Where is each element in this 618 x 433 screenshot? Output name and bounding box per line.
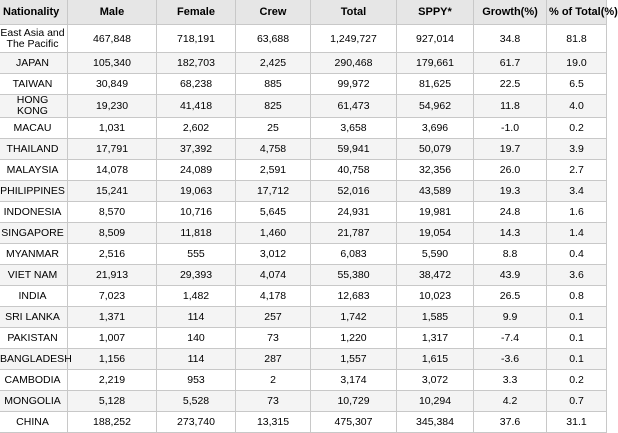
header-nationality[interactable]: Nationality bbox=[0, 0, 68, 25]
cell-sppy: 1,317 bbox=[397, 328, 474, 349]
cell-total: 59,941 bbox=[311, 139, 397, 160]
table-row bbox=[0, 160, 607, 181]
cell-growth: -3.6 bbox=[474, 349, 547, 370]
cell-total: 290,468 bbox=[311, 53, 397, 74]
cell-crew: 3,012 bbox=[236, 244, 311, 265]
cell-total: 10,729 bbox=[311, 391, 397, 412]
cell-growth: 8.8 bbox=[474, 244, 547, 265]
cell-male: 19,230 bbox=[68, 95, 157, 118]
cell-percent-of-total: 2.7 bbox=[547, 160, 607, 181]
cell-female: 273,740 bbox=[157, 412, 236, 433]
cell-nationality: MACAU bbox=[0, 118, 68, 139]
cell-crew: 73 bbox=[236, 391, 311, 412]
cell-female: 24,089 bbox=[157, 160, 236, 181]
cell-nationality: MONGOLIA bbox=[0, 391, 68, 412]
table-row bbox=[0, 118, 607, 139]
cell-nationality: INDIA bbox=[0, 286, 68, 307]
cell-growth: 43.9 bbox=[474, 265, 547, 286]
cell-female: 953 bbox=[157, 370, 236, 391]
cell-female: 555 bbox=[157, 244, 236, 265]
header-row bbox=[0, 0, 607, 25]
cell-nationality: PHILIPPINES bbox=[0, 181, 68, 202]
table-row bbox=[0, 265, 607, 286]
cell-percent-of-total: 1.6 bbox=[547, 202, 607, 223]
cell-female: 41,418 bbox=[157, 95, 236, 118]
cell-percent-of-total: 3.9 bbox=[547, 139, 607, 160]
cell-total: 12,683 bbox=[311, 286, 397, 307]
cell-sppy: 32,356 bbox=[397, 160, 474, 181]
cell-female: 2,602 bbox=[157, 118, 236, 139]
cell-growth: -7.4 bbox=[474, 328, 547, 349]
cell-male: 21,913 bbox=[68, 265, 157, 286]
cell-male: 7,023 bbox=[68, 286, 157, 307]
cell-total: 24,931 bbox=[311, 202, 397, 223]
cell-male: 1,156 bbox=[68, 349, 157, 370]
table-header bbox=[0, 0, 618, 25]
table-row bbox=[0, 391, 607, 412]
cell-sppy: 1,615 bbox=[397, 349, 474, 370]
cell-percent-of-total: 3.6 bbox=[547, 265, 607, 286]
cell-sppy: 927,014 bbox=[397, 25, 474, 53]
cell-total: 475,307 bbox=[311, 412, 397, 433]
table-body bbox=[0, 25, 607, 433]
cell-growth: 26.5 bbox=[474, 286, 547, 307]
cell-nationality: TAIWAN bbox=[0, 74, 68, 95]
cell-male: 1,007 bbox=[68, 328, 157, 349]
cell-nationality: MALAYSIA bbox=[0, 160, 68, 181]
cell-male: 17,791 bbox=[68, 139, 157, 160]
cell-male: 1,371 bbox=[68, 307, 157, 328]
cell-growth: 61.7 bbox=[474, 53, 547, 74]
cell-percent-of-total: 0.2 bbox=[547, 118, 607, 139]
cell-sppy: 43,589 bbox=[397, 181, 474, 202]
cell-crew: 2,591 bbox=[236, 160, 311, 181]
cell-total: 3,658 bbox=[311, 118, 397, 139]
cell-percent-of-total: 0.7 bbox=[547, 391, 607, 412]
cell-growth: 3.3 bbox=[474, 370, 547, 391]
cell-nationality: INDONESIA bbox=[0, 202, 68, 223]
cell-percent-of-total: 6.5 bbox=[547, 74, 607, 95]
table-row bbox=[0, 202, 607, 223]
cell-total: 1,220 bbox=[311, 328, 397, 349]
cell-sppy: 345,384 bbox=[397, 412, 474, 433]
cell-crew: 5,645 bbox=[236, 202, 311, 223]
cell-nationality: CAMBODIA bbox=[0, 370, 68, 391]
table-row bbox=[0, 307, 607, 328]
cell-male: 2,516 bbox=[68, 244, 157, 265]
header-growth[interactable]: Growth(%) bbox=[474, 0, 547, 25]
cell-total: 1,557 bbox=[311, 349, 397, 370]
cell-male: 15,241 bbox=[68, 181, 157, 202]
header-total[interactable]: Total bbox=[311, 0, 397, 25]
cell-percent-of-total: 0.1 bbox=[547, 349, 607, 370]
cell-crew: 1,460 bbox=[236, 223, 311, 244]
cell-nationality: BANGLADESH bbox=[0, 349, 68, 370]
table-row bbox=[0, 95, 607, 118]
cell-nationality: THAILAND bbox=[0, 139, 68, 160]
cell-percent-of-total: 0.8 bbox=[547, 286, 607, 307]
cell-male: 8,509 bbox=[68, 223, 157, 244]
cell-growth: 4.2 bbox=[474, 391, 547, 412]
cell-crew: 2,425 bbox=[236, 53, 311, 74]
cell-male: 2,219 bbox=[68, 370, 157, 391]
cell-sppy: 179,661 bbox=[397, 53, 474, 74]
cell-male: 188,252 bbox=[68, 412, 157, 433]
cell-female: 29,393 bbox=[157, 265, 236, 286]
cell-crew: 25 bbox=[236, 118, 311, 139]
cell-growth: 24.8 bbox=[474, 202, 547, 223]
table-row bbox=[0, 370, 607, 391]
cell-growth: 37.6 bbox=[474, 412, 547, 433]
cell-percent-of-total: 4.0 bbox=[547, 95, 607, 118]
cell-sppy: 81,625 bbox=[397, 74, 474, 95]
cell-female: 5,528 bbox=[157, 391, 236, 412]
cell-crew: 4,074 bbox=[236, 265, 311, 286]
cell-total: 1,742 bbox=[311, 307, 397, 328]
header-crew[interactable]: Crew bbox=[236, 0, 311, 25]
table-row bbox=[0, 286, 607, 307]
cell-female: 718,191 bbox=[157, 25, 236, 53]
cell-female: 140 bbox=[157, 328, 236, 349]
cell-total: 1,249,727 bbox=[311, 25, 397, 53]
cell-percent-of-total: 0.1 bbox=[547, 328, 607, 349]
cell-crew: 73 bbox=[236, 328, 311, 349]
cell-total: 61,473 bbox=[311, 95, 397, 118]
cell-growth: 19.3 bbox=[474, 181, 547, 202]
table-row bbox=[0, 181, 607, 202]
cell-sppy: 50,079 bbox=[397, 139, 474, 160]
cell-female: 114 bbox=[157, 307, 236, 328]
cell-percent-of-total: 31.1 bbox=[547, 412, 607, 433]
cell-total: 3,174 bbox=[311, 370, 397, 391]
cell-sppy: 38,472 bbox=[397, 265, 474, 286]
cell-percent-of-total: 0.1 bbox=[547, 307, 607, 328]
cell-percent-of-total: 1.4 bbox=[547, 223, 607, 244]
cell-sppy: 5,590 bbox=[397, 244, 474, 265]
header-male[interactable]: Male bbox=[68, 0, 157, 25]
cell-female: 1,482 bbox=[157, 286, 236, 307]
cell-male: 105,340 bbox=[68, 53, 157, 74]
cell-crew: 287 bbox=[236, 349, 311, 370]
table-row bbox=[0, 223, 607, 244]
cell-male: 8,570 bbox=[68, 202, 157, 223]
cell-male: 467,848 bbox=[68, 25, 157, 53]
cell-total: 6,083 bbox=[311, 244, 397, 265]
cell-sppy: 3,072 bbox=[397, 370, 474, 391]
cell-total: 52,016 bbox=[311, 181, 397, 202]
cell-nationality: JAPAN bbox=[0, 53, 68, 74]
cell-sppy: 19,981 bbox=[397, 202, 474, 223]
cell-crew: 2 bbox=[236, 370, 311, 391]
cell-female: 37,392 bbox=[157, 139, 236, 160]
cell-nationality: SINGAPORE bbox=[0, 223, 68, 244]
cell-crew: 257 bbox=[236, 307, 311, 328]
cell-sppy: 1,585 bbox=[397, 307, 474, 328]
table-row bbox=[0, 244, 607, 265]
cell-crew: 885 bbox=[236, 74, 311, 95]
cell-growth: 9.9 bbox=[474, 307, 547, 328]
cell-nationality: PAKISTAN bbox=[0, 328, 68, 349]
cell-total: 55,380 bbox=[311, 265, 397, 286]
cell-female: 10,716 bbox=[157, 202, 236, 223]
table-row bbox=[0, 53, 607, 74]
table-row bbox=[0, 328, 607, 349]
cell-sppy: 10,023 bbox=[397, 286, 474, 307]
cell-nationality: HONG KONG bbox=[0, 95, 68, 118]
cell-crew: 4,758 bbox=[236, 139, 311, 160]
cell-crew: 4,178 bbox=[236, 286, 311, 307]
cell-female: 182,703 bbox=[157, 53, 236, 74]
cell-nationality: East Asia and The Pacific bbox=[0, 25, 68, 53]
cell-growth: 11.8 bbox=[474, 95, 547, 118]
cell-growth: -1.0 bbox=[474, 118, 547, 139]
cell-nationality: VIET NAM bbox=[0, 265, 68, 286]
cell-growth: 19.7 bbox=[474, 139, 547, 160]
table-row bbox=[0, 25, 607, 53]
cell-crew: 13,315 bbox=[236, 412, 311, 433]
cell-male: 30,849 bbox=[68, 74, 157, 95]
cell-male: 14,078 bbox=[68, 160, 157, 181]
table-row bbox=[0, 412, 607, 433]
cell-female: 68,238 bbox=[157, 74, 236, 95]
table-row bbox=[0, 139, 607, 160]
cell-total: 40,758 bbox=[311, 160, 397, 181]
header-sppy[interactable]: SPPY* bbox=[397, 0, 474, 25]
cell-sppy: 3,696 bbox=[397, 118, 474, 139]
cell-growth: 34.8 bbox=[474, 25, 547, 53]
cell-nationality: CHINA bbox=[0, 412, 68, 433]
cell-crew: 17,712 bbox=[236, 181, 311, 202]
cell-male: 5,128 bbox=[68, 391, 157, 412]
cell-female: 114 bbox=[157, 349, 236, 370]
cell-growth: 26.0 bbox=[474, 160, 547, 181]
cell-sppy: 19,054 bbox=[397, 223, 474, 244]
cell-total: 21,787 bbox=[311, 223, 397, 244]
cell-sppy: 10,294 bbox=[397, 391, 474, 412]
cell-percent-of-total: 19.0 bbox=[547, 53, 607, 74]
cell-crew: 63,688 bbox=[236, 25, 311, 53]
cell-male: 1,031 bbox=[68, 118, 157, 139]
cell-nationality: SRI LANKA bbox=[0, 307, 68, 328]
header-percent-of-total[interactable]: % of Total(%) bbox=[547, 0, 607, 25]
cell-growth: 22.5 bbox=[474, 74, 547, 95]
table-row bbox=[0, 74, 607, 95]
cell-female: 11,818 bbox=[157, 223, 236, 244]
cell-percent-of-total: 81.8 bbox=[547, 25, 607, 53]
cell-growth: 14.3 bbox=[474, 223, 547, 244]
cell-sppy: 54,962 bbox=[397, 95, 474, 118]
cell-percent-of-total: 0.4 bbox=[547, 244, 607, 265]
cell-percent-of-total: 3.4 bbox=[547, 181, 607, 202]
cell-percent-of-total: 0.2 bbox=[547, 370, 607, 391]
header-female[interactable]: Female bbox=[157, 0, 236, 25]
cell-nationality: MYANMAR bbox=[0, 244, 68, 265]
cell-crew: 825 bbox=[236, 95, 311, 118]
cell-total: 99,972 bbox=[311, 74, 397, 95]
cell-female: 19,063 bbox=[157, 181, 236, 202]
table-row bbox=[0, 349, 607, 370]
